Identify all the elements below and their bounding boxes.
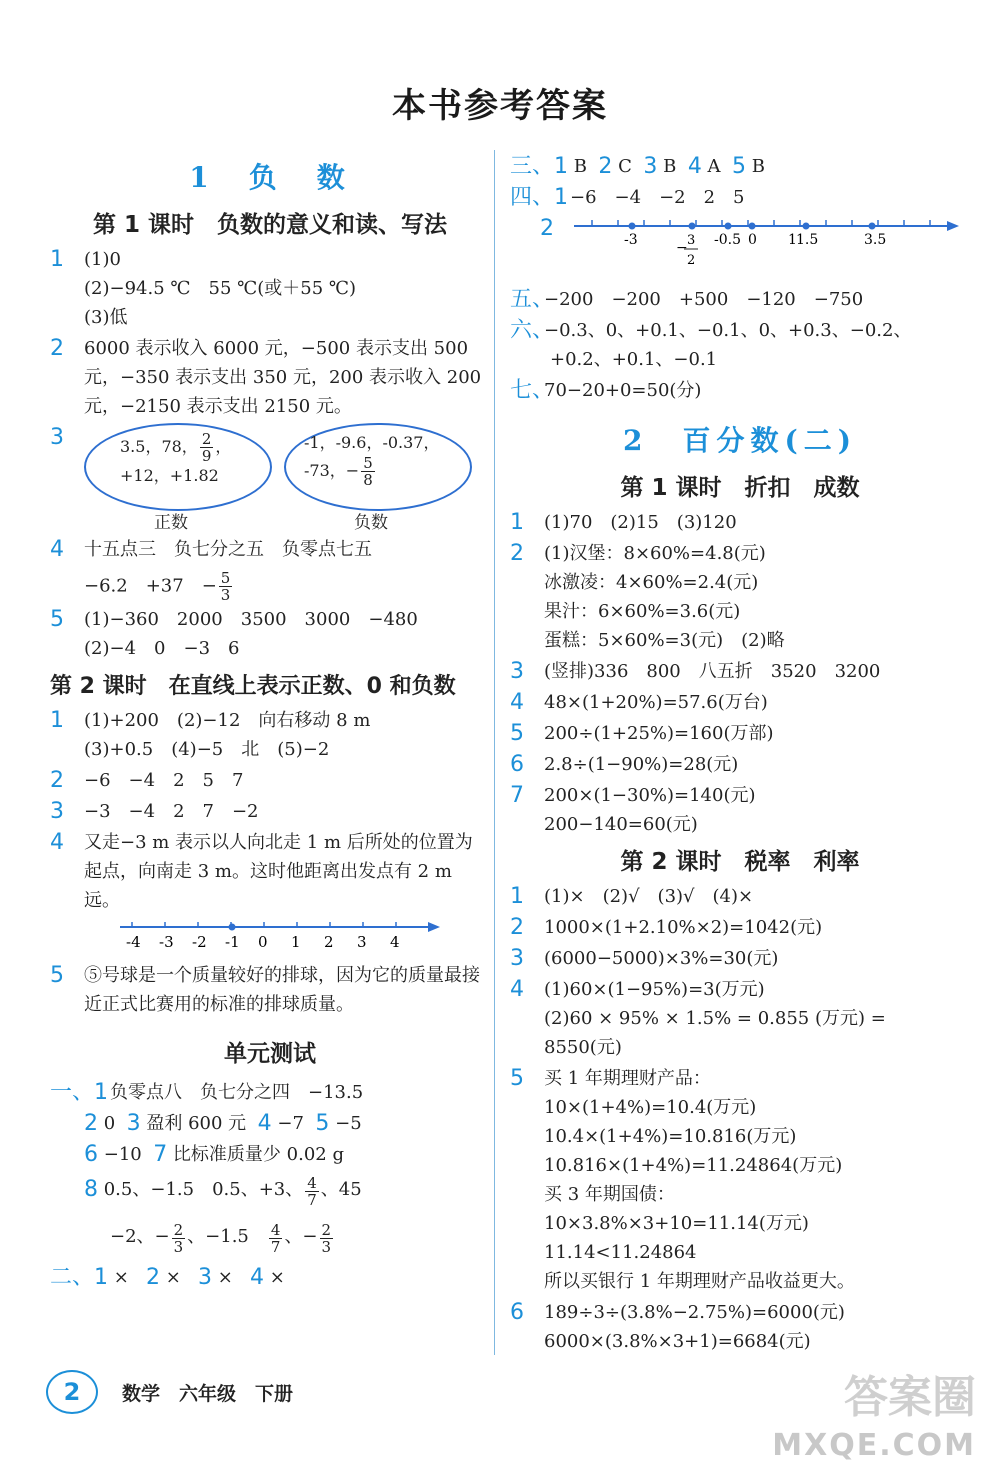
positive-label: 正数: [154, 513, 188, 533]
question-number: 6: [510, 1300, 524, 1325]
lesson-heading: 第 2 课时 税率 利率: [620, 849, 860, 875]
question-number: 5: [315, 1111, 330, 1136]
question-number: 三、1: [510, 154, 568, 179]
answer-line: (1)× (2)√ (3)√ (4)×: [544, 886, 754, 907]
answer-item: [510, 1298, 970, 1356]
answer-item: [510, 750, 970, 779]
oval-text: 3.5，78，: [120, 437, 198, 456]
question-number: 5: [50, 963, 64, 988]
answer-line: 6000 表示收入 6000 元，−500 表示支出 500 元，−350 表示支出 350 元，200 表示收入 200 元，−2150 表示支出 2150 元。: [84, 338, 482, 417]
answer-line: (1)汉堡：8×60%=4.8(元): [544, 543, 766, 564]
answer-line: (竖排)336 800 八五折 3520 3200: [544, 661, 881, 682]
answer-row: [50, 1175, 490, 1208]
answer-item: [50, 766, 490, 795]
answer-line: 1000×(1+2.10%×2)=1042(元): [544, 917, 823, 938]
question-number: 2: [540, 216, 554, 241]
fraction: $\frac{2}{3}$: [173, 1221, 184, 1256]
answer-item: [50, 245, 490, 332]
question-number: 2: [510, 915, 524, 940]
tick-label: 2: [324, 933, 334, 951]
answer-text: B: [573, 156, 587, 177]
answer-line: ⑤号球是一个质量较好的排球，因为它的质量最接近正式比赛用的标准的排球质量。: [84, 965, 480, 1015]
answer-line: 10.816×(1+4%)=11.24864(万元): [544, 1155, 843, 1176]
answer-line: 2.8÷(1−90%)=28(元): [544, 754, 739, 775]
answer-line: 冰激凌：4×60%=2.4(元): [544, 572, 759, 593]
negative-label: 负数: [354, 513, 388, 533]
answer-text: 、45: [320, 1179, 362, 1200]
answer-text: A: [707, 156, 721, 177]
lesson-heading: 第 1 课时 折扣 成数: [620, 475, 860, 501]
question-number: 3: [126, 1111, 141, 1136]
fraction-denominator: 2: [687, 253, 696, 268]
question-number: 7: [153, 1142, 168, 1167]
point-marker: [803, 223, 810, 230]
fraction: $\frac{5}{8}$: [363, 454, 373, 489]
answer-line: (1)−360 2000 3500 3000 −480: [84, 609, 418, 630]
question-number: 5: [50, 607, 64, 632]
answer-item: [50, 828, 490, 915]
answer-item: [510, 781, 970, 839]
question-number: 6: [510, 752, 524, 777]
arrow-icon: [428, 922, 440, 932]
answer-line: 10.4×(1+4%)=10.816(万元): [544, 1126, 797, 1147]
answer-line: +0.2、+0.1、−0.1: [550, 349, 718, 370]
answer-item: [50, 334, 490, 421]
answer-line: 6000×(3.8%×3+1)=6684(元): [544, 1331, 811, 1352]
question-number: 3: [510, 946, 524, 971]
answer-line: 70−20+0=50(分): [544, 380, 702, 401]
answer-text: 、−1.5: [187, 1226, 267, 1247]
answer-line: 买 3 年期国债：: [544, 1184, 675, 1205]
oval-text: +12，+1.82: [120, 466, 219, 485]
watermark-url: MXQE.COM: [772, 1428, 976, 1463]
answer-item: [510, 508, 970, 537]
answer-line: 负零点八 负七分之四 −13.5: [110, 1082, 364, 1103]
tick-label: 3.5: [864, 232, 887, 248]
fraction: $\frac{2}{9}$: [201, 430, 212, 465]
question-number: 4: [257, 1111, 272, 1136]
answer-item: [50, 961, 490, 1019]
unit-test-heading: 单元测试: [224, 1041, 316, 1067]
point-marker: [689, 223, 696, 230]
answer-row: [50, 1263, 490, 1292]
point-marker: [629, 223, 636, 230]
answer-row: [510, 152, 970, 181]
answer-item: [510, 285, 970, 314]
answer-text: B: [751, 156, 765, 177]
answer-line: −3 −4 2 7 −2: [84, 801, 259, 822]
question-number: 7: [510, 783, 524, 808]
question-number: 4: [50, 830, 64, 855]
negative-oval: [284, 423, 472, 511]
answer-line: (1)60×(1−95%)=3(万元): [544, 979, 765, 1000]
question-number: 3: [643, 154, 658, 179]
question-number: 2: [510, 541, 524, 566]
question-number: 4: [510, 977, 524, 1002]
answer-item: [50, 797, 490, 826]
answer-row: [50, 1222, 490, 1255]
question-number: 1: [510, 884, 524, 909]
answer-line: 果汁：6×60%=3.6(元): [544, 601, 741, 622]
tick-label: -0.5: [714, 232, 741, 248]
answer-item: [50, 605, 490, 663]
answer-text: ×: [113, 1267, 129, 1288]
tick-label: 4: [390, 933, 400, 951]
question-number: 4: [687, 154, 702, 179]
question-number: 二、1: [50, 1265, 108, 1290]
answer-item: [510, 944, 970, 973]
answer-line: 200÷(1+25%)=160(万部): [544, 723, 774, 744]
answer-item: [50, 706, 490, 764]
answer-line: 10×(1+4%)=10.4(万元): [544, 1097, 757, 1118]
answer-text: ×: [269, 1267, 285, 1288]
answer-text: ×: [217, 1267, 233, 1288]
tick-label: -4: [126, 933, 141, 951]
fraction: $\frac{5}{3}$: [220, 569, 231, 604]
question-number: 2: [50, 336, 64, 361]
question-number: 4: [250, 1265, 264, 1290]
footer: [46, 1370, 293, 1414]
answer-item: [510, 975, 970, 1062]
fraction: $\frac{4}{7}$: [270, 1221, 281, 1256]
question-number: 3: [198, 1265, 212, 1290]
tick-label: -2: [192, 933, 207, 951]
number-line-2: [574, 214, 964, 274]
answer-text: 、−: [284, 1226, 318, 1247]
answer-row: [50, 1109, 490, 1138]
answer-line: (3)低: [84, 307, 128, 328]
answer-line: −6 −4 −2 2 5: [570, 187, 745, 208]
question-number: 6: [84, 1142, 98, 1167]
answer-item: [510, 316, 970, 374]
fraction-numerator: 3: [687, 233, 696, 248]
right-column: [510, 150, 970, 1358]
question-number: 4: [50, 537, 64, 562]
question-number: 1: [50, 247, 64, 272]
tick-label: 1.5: [796, 232, 819, 248]
oval-text: -73，−: [304, 461, 360, 480]
answer-text: 0.5、−1.5 0.5、+3、: [103, 1179, 304, 1200]
answer-text: ×: [165, 1267, 181, 1288]
question-number: 3: [50, 425, 64, 450]
answer-item: [50, 1078, 490, 1107]
question-number: 4: [510, 690, 524, 715]
answer-line: −6 −4 2 5 7: [84, 770, 244, 791]
answer-item: [50, 423, 490, 533]
answer-text: B: [663, 156, 677, 177]
answer-item: [510, 214, 970, 283]
answer-text: −10: [103, 1144, 142, 1165]
answer-text: 0: [103, 1113, 116, 1134]
answer-row: [50, 1140, 490, 1169]
answer-line: −200 −200 +500 −120 −750: [544, 289, 864, 310]
answer-line: (3)+0.5 (4)−5 北 (5)−2: [84, 739, 330, 760]
answer-text: −5: [335, 1113, 362, 1134]
tick-label: -3: [624, 232, 638, 248]
answer-text: 比标准质量少 0.02 g: [172, 1144, 344, 1165]
oval-text: -1，-9.6，-0.37，: [304, 433, 440, 452]
question-number: 2: [598, 154, 613, 179]
answer-line: (2)60 × 95% × 1.5% = 0.855 (万元) =: [544, 1008, 886, 1029]
tick-label: −: [676, 240, 688, 256]
tick-label: 1: [788, 232, 797, 248]
answer-line: −6.2 +37 −: [84, 575, 217, 597]
question-number: 5: [732, 154, 746, 179]
answer-item: [510, 1064, 970, 1296]
fraction: $\frac{2}{3}$: [321, 1221, 332, 1256]
answer-text: −2、−: [110, 1226, 170, 1247]
number-line-1: [110, 917, 530, 955]
question-number: 5: [510, 1066, 524, 1091]
answer-item: [510, 376, 970, 405]
answer-line: 11.14<11.24864: [544, 1242, 697, 1263]
answer-line: (1)0: [84, 249, 121, 270]
answer-item: [510, 882, 970, 911]
column-divider: [494, 150, 495, 1355]
question-number: 一、1: [50, 1080, 108, 1105]
page-number: 2: [46, 1370, 98, 1414]
answer-item: [510, 719, 970, 748]
answer-line: 200−140=60(元): [544, 814, 698, 835]
answer-line: 10×3.8%×3+10=11.14(万元): [544, 1213, 809, 1234]
answer-line: (2)−4 0 −3 6: [84, 638, 240, 659]
positive-oval: 3.5，78， $\frac{2}{9}$ ， +12，+1.82: [84, 423, 272, 511]
answer-text: 盈利 600 元: [146, 1113, 247, 1134]
question-number: 1: [50, 708, 64, 733]
point-marker: [869, 223, 876, 230]
answer-text: −7: [277, 1113, 304, 1134]
answer-line: 200×(1−30%)=140(元): [544, 785, 756, 806]
question-number: 1: [510, 510, 524, 535]
chapter-heading: 1 负 数: [189, 161, 351, 194]
tick-label: 3: [357, 933, 367, 951]
point-marker: [749, 223, 756, 230]
tick-label: 0: [748, 232, 757, 248]
arrow-icon: [947, 221, 959, 231]
book-info: 数学 六年级 下册: [122, 1382, 294, 1405]
question-number: 3: [510, 659, 524, 684]
answer-text: C: [618, 156, 632, 177]
chapter-heading: 2 百分数(二): [623, 424, 857, 457]
answer-item: [510, 539, 970, 655]
answer-line: (1)+200 (2)−12 向右移动 8 m: [84, 710, 371, 731]
question-number: 2: [50, 768, 64, 793]
answer-line: 48×(1+20%)=57.6(万台): [544, 692, 768, 713]
question-number: 五、: [510, 287, 555, 312]
answer-line: 十五点三 负七分之五 负零点七五: [84, 539, 372, 560]
answer-line: 蛋糕：5×60%=3(元) (2)略: [544, 630, 785, 651]
answer-line: 买 1 年期理财产品：: [544, 1068, 711, 1089]
tick-label: 0: [258, 933, 268, 951]
tick-label: 1: [291, 933, 301, 951]
lesson-heading: 第 1 课时 负数的意义和读、写法: [92, 212, 448, 238]
question-number: 8: [84, 1177, 98, 1202]
answer-line: 8550(元): [544, 1037, 622, 1058]
answer-item: [510, 183, 970, 212]
answer-item: [50, 535, 490, 603]
answer-line: (2)−94.5 ℃ 55 ℃(或＋55 ℃): [84, 278, 357, 299]
answer-line: 又走−3 m 表示以人向北走 1 m 后所处的位置为起点，向南走 3 m。这时他距离出发点有 2 m 远。: [84, 832, 473, 911]
page-title: 本书参考答案: [392, 86, 608, 126]
watermark-logo: 答案圈: [844, 1372, 976, 1423]
lesson-heading: 第 2 课时 在直线上表示正数、0 和负数: [50, 674, 456, 699]
point-marker: [725, 223, 732, 230]
left-column: [50, 150, 490, 1294]
point-marker: [229, 924, 236, 931]
answer-item: [510, 657, 970, 686]
answer-line: (6000−5000)×3%=30(元): [544, 948, 779, 969]
question-number: 2: [146, 1265, 160, 1290]
answer-line: 所以买银行 1 年期理财产品收益更大。: [544, 1271, 855, 1292]
answer-line: −0.3、0、+0.1、−0.1、0、+0.3、−0.2、: [544, 320, 912, 341]
fraction: $\frac{4}{7}$: [307, 1174, 317, 1209]
answer-line: (1)70 (2)15 (3)120: [544, 512, 737, 533]
question-number: 七、: [510, 378, 555, 403]
number-set-ovals: [84, 423, 504, 533]
question-number: 四、1: [510, 185, 568, 210]
tick-label: -3: [159, 933, 174, 951]
answer-item: [510, 913, 970, 942]
question-number: 5: [510, 721, 524, 746]
answer-item: [510, 688, 970, 717]
question-number: 3: [50, 799, 64, 824]
question-number: 六、: [510, 318, 555, 343]
question-number: 2: [84, 1111, 98, 1136]
answer-line: 189÷3÷(3.8%−2.75%)=6000(元): [544, 1302, 845, 1323]
tick-label: -1: [225, 933, 240, 951]
